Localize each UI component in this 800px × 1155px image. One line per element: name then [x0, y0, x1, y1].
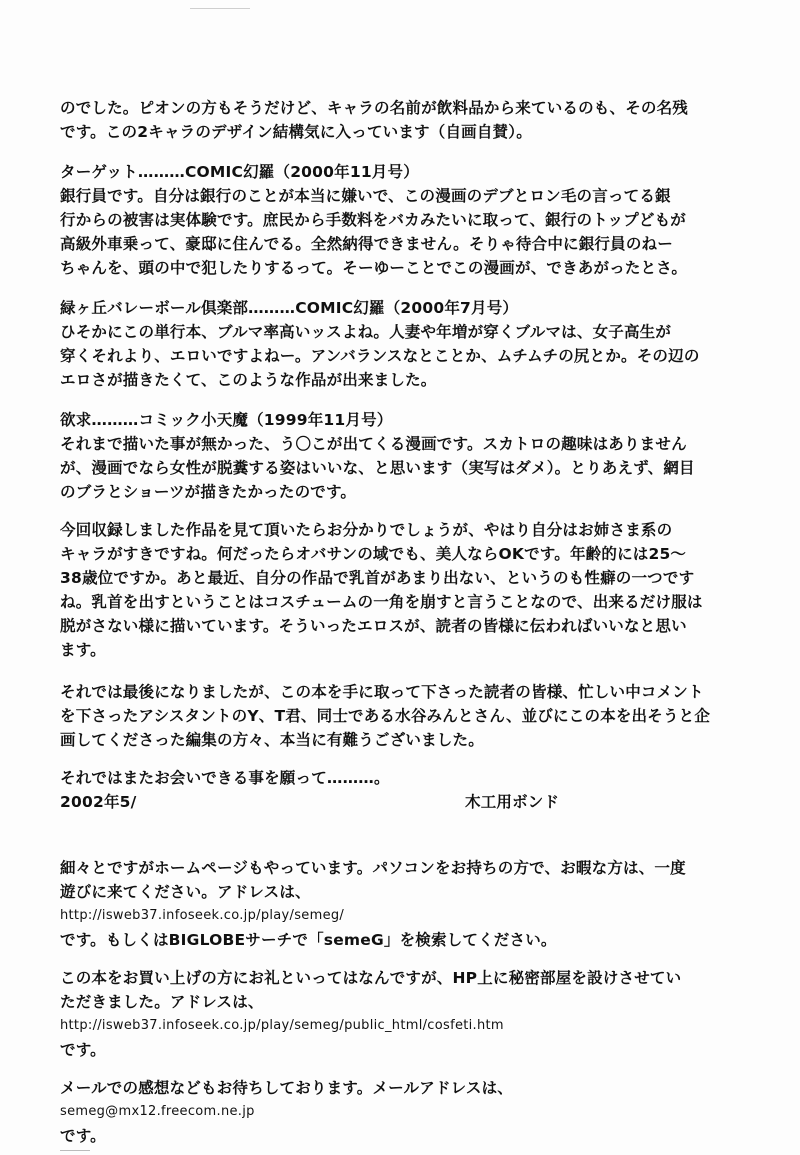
section-line: それまで描いた事が無かった、う〇こが出てくる漫画です。スカトロの趣味はありません	[60, 435, 687, 453]
section-line: 銀行員です。自分は銀行のことが本当に嫌いで、この漫画のデブとロン毛の言ってる銀	[60, 187, 671, 205]
secret-room-block	[60, 966, 750, 1062]
signature-date: 2002年5/	[60, 793, 137, 811]
homepage-line: 細々とですがホームページもやっています。パソコンをお持ちの方で、お暇な方は、一度	[60, 859, 686, 877]
section-target	[60, 160, 750, 280]
afterword-line: 38歳位ですか。あと最近、自分の作品で乳首があまり出ない、というのも性癖の一つです	[60, 569, 695, 587]
signature-row	[60, 790, 750, 814]
homepage-line: です。もしくはBIGLOBEサーチで「semeG」を検索してください。	[60, 931, 557, 949]
afterword-line: 今回収録しました作品を見て頂いたらお分かりでしょうが、やはり自分はお姉さま系の	[60, 521, 673, 539]
section-line: ちゃんを、頭の中で犯したりするって。そーゆーことでこの漫画が、できあがったとさ。	[60, 259, 688, 277]
afterword-line: ね。乳首を出すということはコスチュームの一角を崩すと言うことなので、出来るだけ服は	[60, 593, 703, 611]
section-heading: 欲求………コミック小天魔（1999年11月号）	[60, 411, 393, 429]
afterword-preferences	[60, 518, 750, 662]
closing-line: それではまたお会いできる事を願って………。	[60, 769, 390, 787]
section-line: エロさが描きたくて、このような作品が出来ました。	[60, 371, 437, 389]
section-line: 高級外車乗って、豪邸に住んでる。全然納得できません。そりゃ待合中に銀行員のねー	[60, 235, 673, 253]
homepage-url[interactable]: http://isweb37.infoseek.co.jp/play/semeg/	[60, 908, 345, 923]
section-line: 行からの被害は実体験です。庶民から手数料をバカみたいに取って、銀行のトップどもが	[60, 211, 686, 229]
signature-author: 木工用ボンド	[465, 793, 560, 811]
secret-room-line: ただきました。アドレスは、	[60, 993, 264, 1011]
mail-line: メールでの感想などもお待ちしております。メールアドレスは、	[60, 1079, 513, 1097]
secret-room-line: この本をお買い上げの方にお礼といってはなんですが、HP上に秘密部屋を設けさせてい	[60, 969, 682, 987]
afterword-line: それでは最後になりましたが、この本を手に取って下さった読者の皆様、忙しい中コメント	[60, 683, 704, 701]
section-line: 穿くそれより、エロいですよねー。アンバランスなとことか、ムチムチの尻とか。その辺の	[60, 347, 700, 365]
afterword-line: 脱がさない様に描いています。そういったエロスが、読者の皆様に伝わればいいなと思い	[60, 617, 687, 635]
intro-line: のでした。ピオンの方もそうだけど、キャラの名前が飲料品から来ているのも、その名残	[60, 99, 689, 117]
section-heading: ターゲット………COMIC幻羅（2000年11月号）	[60, 163, 419, 181]
section-volleyball	[60, 296, 750, 392]
section-heading: 緑ヶ丘バレーボール倶楽部………COMIC幻羅（2000年7月号）	[60, 299, 519, 317]
section-desire	[60, 408, 750, 504]
afterword-line: を下さったアシスタントのY、T君、同士である水谷みんとさん、並びにこの本を出そうと企	[60, 707, 711, 725]
afterword-line: 画してくださった編集の方々、本当に有難うございました。	[60, 731, 484, 749]
homepage-line: 遊びに来てください。アドレスは、	[60, 883, 311, 901]
section-line: ひそかにこの単行本、ブルマ率高いッスよね。人妻や年増が穿くブルマは、女子高生が	[60, 323, 672, 341]
afterword-line: ます。	[60, 641, 106, 659]
intro-line: です。この2キャラのデザイン結構気に入っています（自画自賛）。	[60, 123, 532, 141]
scan-mark	[190, 8, 250, 9]
mail-line: です。	[60, 1127, 106, 1145]
secret-room-line: です。	[60, 1041, 106, 1059]
mail-address[interactable]: semeg@mx12.freecom.ne.jp	[60, 1104, 255, 1119]
section-line: が、漫画でなら女性が脱糞する姿はいいな、と思います（実写はダメ）。とりあえず、網目	[60, 459, 695, 477]
afterword-line: キャラがすきですね。何だったらオバサンの域でも、美人ならOKです。年齢的には25〜	[60, 545, 687, 563]
section-line: のブラとショーツが描きたかったのです。	[60, 483, 357, 501]
secret-room-url[interactable]: http://isweb37.infoseek.co.jp/play/semeg/public_html/cosfeti.htm	[60, 1018, 504, 1033]
homepage-block	[60, 856, 750, 952]
closing-block	[60, 766, 750, 814]
mail-block	[60, 1076, 750, 1148]
scan-mark	[60, 1150, 90, 1151]
afterword-thanks	[60, 680, 750, 752]
intro-paragraph	[60, 96, 750, 144]
